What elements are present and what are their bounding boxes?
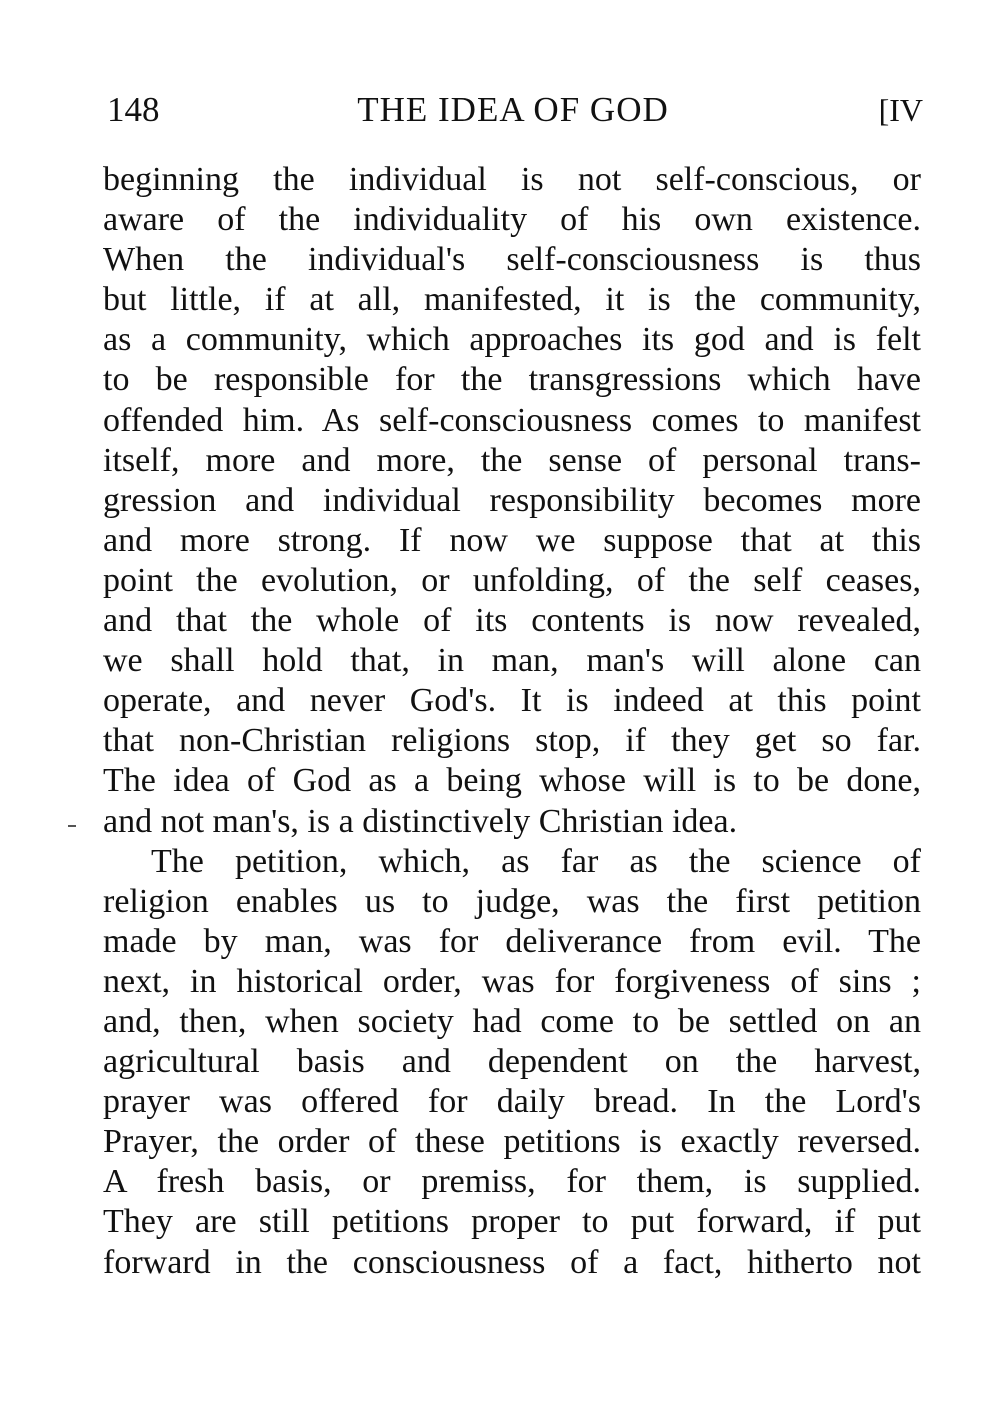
text-line: as a community, which approaches its god and is felt [103, 321, 921, 359]
text-line: forward in the consciousness of a fact, hitherto not [103, 1243, 921, 1281]
text-line: we shall hold that, in man, man's will alone can [103, 642, 921, 680]
text-line: prayer was offered for daily bread. In the Lord's [103, 1083, 921, 1121]
running-title: THE IDEA OF GOD [357, 90, 669, 129]
text-line: and that the whole of its contents is now revealed, [103, 602, 921, 640]
text-line: When the individual's self-consciousness is thus [103, 241, 921, 279]
text-line: A fresh basis, or premiss, for them, is supplied. [103, 1163, 921, 1201]
text-line: next, in historical order, was for forgiveness of sins ; [103, 962, 921, 1000]
text-line: The petition, which, as far as the science of [151, 842, 921, 880]
body-text [103, 160, 921, 1283]
text-line: beginning the individual is not self-conscious, or [103, 161, 921, 198]
text-line: made by man, was for deliverance from evil. The [103, 922, 921, 960]
text-line: and more strong. If now we suppose that at this [103, 521, 921, 559]
text-line: and, then, when society had come to be settled on an [103, 1002, 921, 1040]
text-line: but little, if at all, manifested, it is the community, [103, 281, 921, 319]
page-number: 148 [107, 90, 160, 129]
margin-mark [68, 825, 76, 827]
paragraph-1 [103, 160, 921, 842]
text-line: agricultural basis and dependent on the harvest, [103, 1043, 921, 1081]
paragraph-2 [103, 842, 921, 1283]
chapter-mark: [IV [878, 92, 923, 128]
text-line: aware of the individuality of his own existence. [103, 201, 921, 239]
text-line: to be responsible for the transgressions which have [103, 361, 921, 399]
text-line: and not man's, is a distinctively Christian idea. [103, 802, 738, 840]
text-line: They are still petitions proper to put forward, if put [103, 1203, 921, 1241]
text-line: offended him. As self-consciousness comes to manifest [103, 401, 921, 439]
text-line: that non-Christian religions stop, if they get so far. [103, 722, 921, 760]
text-line: itself, more and more, the sense of personal trans- [103, 441, 921, 479]
page-header [103, 88, 923, 132]
text-line: operate, and never God's. It is indeed at this point [103, 682, 921, 720]
text-line: point the evolution, or unfolding, of the self ceases, [103, 561, 921, 599]
text-line: religion enables us to judge, was the first petition [103, 882, 921, 920]
text-line: The idea of God as a being whose will is to be done, [103, 762, 921, 800]
text-line: Prayer, the order of these petitions is exactly reversed. [103, 1123, 921, 1161]
text-line: gression and individual responsibility becomes more [103, 481, 921, 519]
